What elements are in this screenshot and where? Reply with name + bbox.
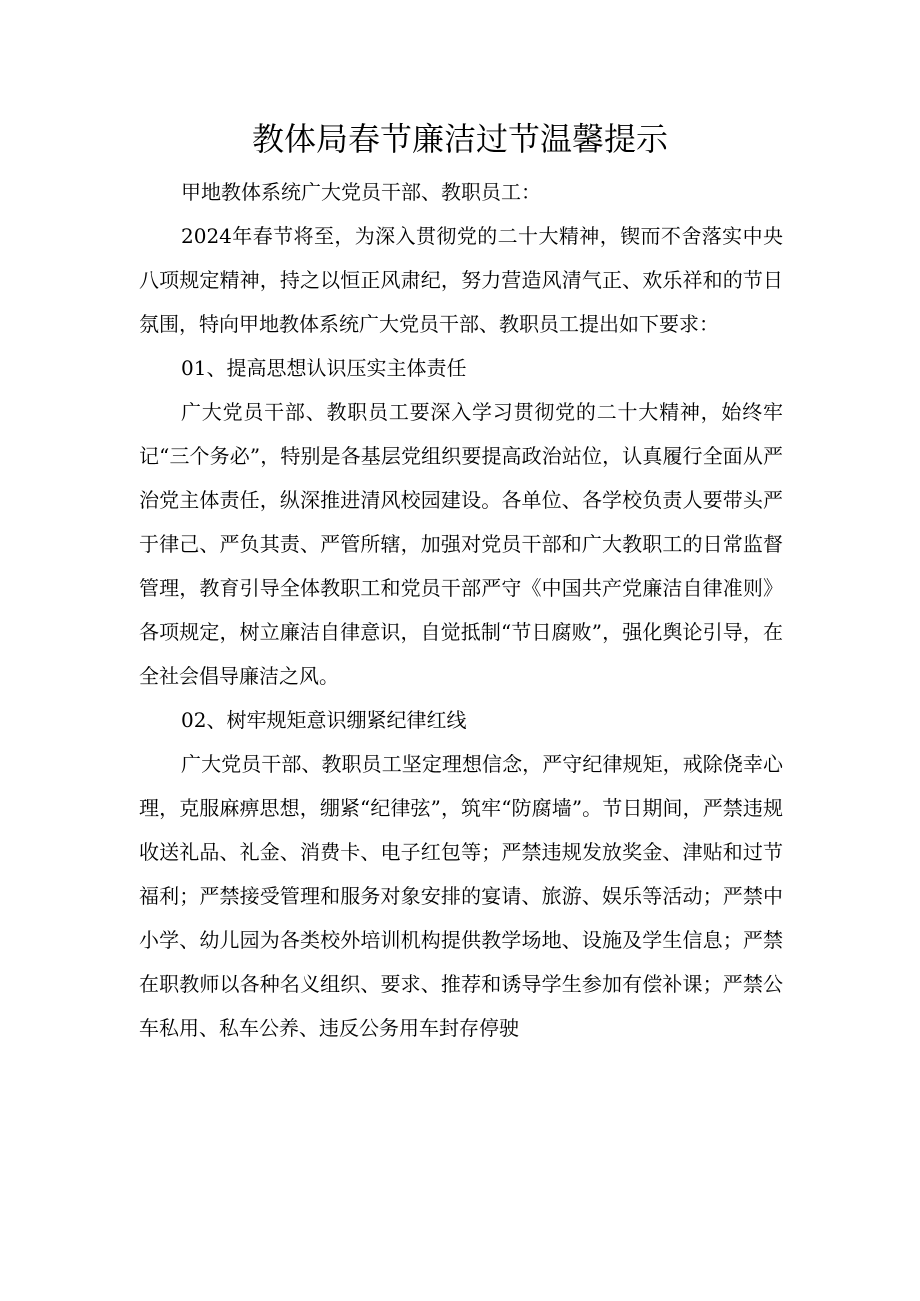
section-heading: 02、树牢规矩意识绷紧纪律红线 bbox=[181, 708, 467, 732]
document-body bbox=[139, 170, 783, 1050]
section-paragraph: 广大党员干部、教职员工坚定理想信念，严守纪律规矩，戒除侥幸心理，克服麻痹思想，绷紧“纪律弦”，筑牢“防腐墙”。节日期间，严禁违规收送礼品、礼金、消费卡、电子红包等；严禁违规发放奖金、津贴和过节福利；严禁接受管理和服务对象安排的宴请、旅游、娱乐等活动；严禁中小学、幼儿园为各类校外培训机构提供教学场地、设施及学生信息；严禁在职教师以各种名义组织、要求、推荐和诱导学生参加有偿补课；严禁公车私用、私车公养、违反公务用车封存停驶 bbox=[139, 752, 783, 1040]
document-title: 教体局春节廉洁过节温馨提示 bbox=[251, 120, 668, 158]
salutation: 甲地教体系统广大党员干部、教职员工： bbox=[181, 180, 541, 204]
intro-paragraph: 2024年春节将至，为深入贯彻党的二十大精神，锲而不舍落实中央八项规定精神，持之以恒正风肃纪，努力营造风清气正、欢乐祥和的节日氛围，特向甲地教体系统广大党员干部、教职员工提出如下要求： bbox=[139, 224, 783, 336]
section-paragraph: 广大党员干部、教职员工要深入学习贯彻党的二十大精神，始终牢记“三个务必”，特别是各基层党组织要提高政治站位，认真履行全面从严治党主体责任，纵深推进清风校园建设。各单位、各学校负责人要带头严于律己、严负其责、严管所辖，加强对党员干部和广大教职工的日常监督管理，教育引导全体教职工和党员干部严守《中国共产党廉洁自律准则》各项规定，树立廉洁自律意识，自觉抵制“节日腐败”，强化舆论引导，在全社会倡导廉洁之风。 bbox=[139, 400, 783, 688]
section-heading: 01、提高思想认识压实主体责任 bbox=[181, 356, 467, 380]
